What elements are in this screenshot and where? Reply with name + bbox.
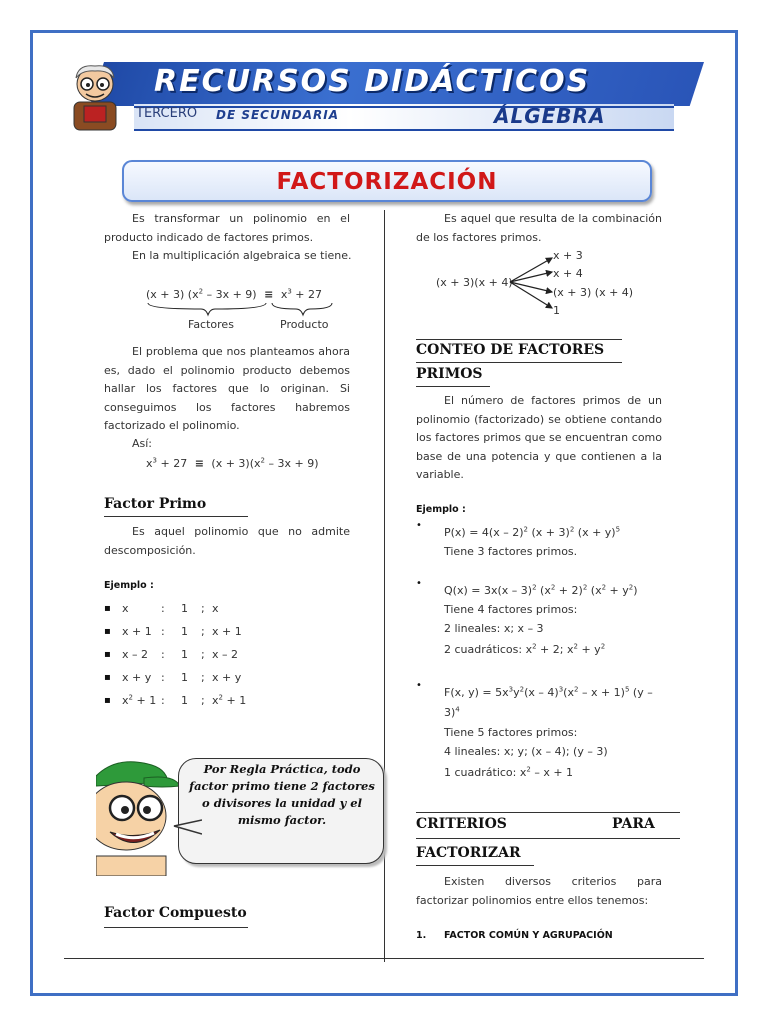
criterios-heading-para: PARA	[612, 816, 655, 832]
criterios-heading-2: FACTORIZAR	[416, 845, 521, 861]
header-banner	[64, 62, 704, 132]
intro-sentence: En la multiplicación algebraica se tiene.	[132, 249, 352, 262]
bullet-icon: •	[416, 680, 422, 691]
combination-arrows-icon	[508, 254, 558, 314]
heading-underline	[104, 927, 248, 928]
examples-list	[104, 600, 364, 715]
heading-underline	[416, 386, 490, 387]
factor-compuesto-heading: Factor Compuesto	[104, 905, 247, 921]
factor-primo-text: Es aquel polinomio que no admite descomposición.	[104, 525, 350, 557]
ejemplo-label-right: Ejemplo :	[416, 504, 466, 515]
ejemplo-label: Ejemplo :	[104, 580, 154, 591]
professor-mascot-icon	[64, 62, 126, 132]
compuesto-definition: Es aquel que resulta de la combinación de los factores primos.	[416, 212, 662, 244]
tree-item: (x + 3) (x + 4)	[553, 286, 634, 299]
example-p: P(x) = 4(x – 2)$^2$ $(x + 3)^2$ $(x + y)^5$	[444, 525, 621, 539]
conteo-heading-2: PRIMOS	[416, 366, 483, 382]
criterios-text: Existen diversos criterios para factorizar polinomios entre ellos tenemos:	[416, 875, 662, 907]
tree-item: 1	[553, 304, 560, 317]
label-factores: Factores	[188, 318, 234, 331]
heading-underline	[416, 362, 622, 363]
underbraces-icon	[146, 301, 336, 317]
tree-item: x + 4	[553, 267, 583, 280]
bubble-tail-icon	[172, 818, 202, 838]
conteo-heading: CONTEO DE FACTORES	[416, 342, 605, 358]
example-f-cont: 3)$^4$	[444, 705, 460, 719]
page-title-box	[122, 160, 652, 202]
list-item: ▪ x + 1 : 1 ; x + 1	[104, 625, 242, 638]
list-item: ▪ x : 1 ; x	[104, 602, 219, 615]
bullet-icon: •	[416, 578, 422, 589]
heading-overline	[416, 339, 622, 340]
label-producto: Producto	[280, 318, 329, 331]
criterio-item-number: 1.	[416, 930, 427, 941]
banner-subject: ÁLGEBRA	[494, 104, 606, 128]
tree-item: x + 3	[553, 249, 583, 262]
list-item: ▪ x – 2 : 1 ; x – 2	[104, 648, 239, 661]
example-f: F(x, $y) = 5x^3y^2(x - 4)^3(x^2 - x + 1)^5$ (y –	[444, 685, 653, 699]
list-item: ▪ x + y : 1 ; x + y	[104, 671, 242, 684]
example-f-desc1: Tiene 5 factores primos:	[444, 726, 578, 739]
criterios-heading: CRITERIOS	[416, 816, 507, 832]
equation-factorized: $x^3 + 27 \equiv (x + 3)(x^2 - 3x + 9)$	[146, 456, 319, 470]
example-p-desc: Tiene 3 factores primos.	[444, 545, 578, 558]
column-divider	[384, 210, 385, 962]
banner-grade: TERCERO	[136, 106, 198, 121]
list-item: ▪ $x^2 + 1$ : 1 ; $x^2 + 1$	[104, 693, 247, 707]
example-q-desc3: 2 cuadráticos: $x^2 + 2$; $x^2 + y^2$	[444, 642, 606, 656]
tip-text: Por Regla Práctica, todo factor primo tiene 2 factores o divisores la unidad y el mismo factor.	[189, 762, 375, 827]
example-f-desc2: 4 lineales: x; y; (x – 4); (y – 3)	[444, 745, 608, 758]
example-q-desc2: 2 lineales: x; x – 3	[444, 622, 544, 635]
asi-label: Así:	[132, 437, 153, 450]
bottom-rule	[64, 958, 704, 959]
example-q-desc1: Tiene 4 factores primos:	[444, 603, 578, 616]
heading-underline	[416, 838, 680, 839]
tree-root: (x + 3)(x + 4)	[436, 276, 513, 289]
page-title: FACTORIZACIÓN	[276, 169, 498, 195]
criterio-item-1: FACTOR COMÚN Y AGRUPACIÓN	[444, 930, 613, 941]
heading-underline	[104, 516, 248, 517]
equation-product: (x + 3) $(x^2 - 3x + 9) \equiv x^3 + 27$	[146, 287, 323, 301]
tip-bubble	[178, 758, 384, 864]
bullet-icon: •	[416, 520, 422, 531]
banner-stripe-bottom	[134, 129, 674, 131]
problem-paragraph: El problema que nos planteamos ahora es, dado el polinomio producto debemos hallar los factores que lo originan. Si conseguimos los factores habremos factorizado el polinomio.	[104, 345, 350, 432]
conteo-text: El número de factores primos de un polinomio (factorizado) se obtiene contando los factores primos que se encuentran como base de una potencia y que contienen a la variable.	[416, 394, 662, 481]
banner-title: RECURSOS DIDÁCTICOS	[154, 64, 591, 99]
student-mascot-icon	[96, 756, 186, 876]
heading-underline	[416, 865, 534, 866]
example-q: Q(x) = 3x(x – 3)$^2$ $(x^2 + 2)^2$ $(x^2 + y^2)$	[444, 583, 638, 597]
example-f-desc3: 1 cuadrático: $x^2 - x + 1$	[444, 765, 574, 779]
intro-paragraph: Es transformar un polinomio en el producto indicado de factores primos.	[104, 212, 350, 244]
heading-overline	[416, 812, 680, 813]
factor-primo-heading: Factor Primo	[104, 496, 207, 512]
banner-level: DE SECUNDARIA	[216, 108, 340, 122]
